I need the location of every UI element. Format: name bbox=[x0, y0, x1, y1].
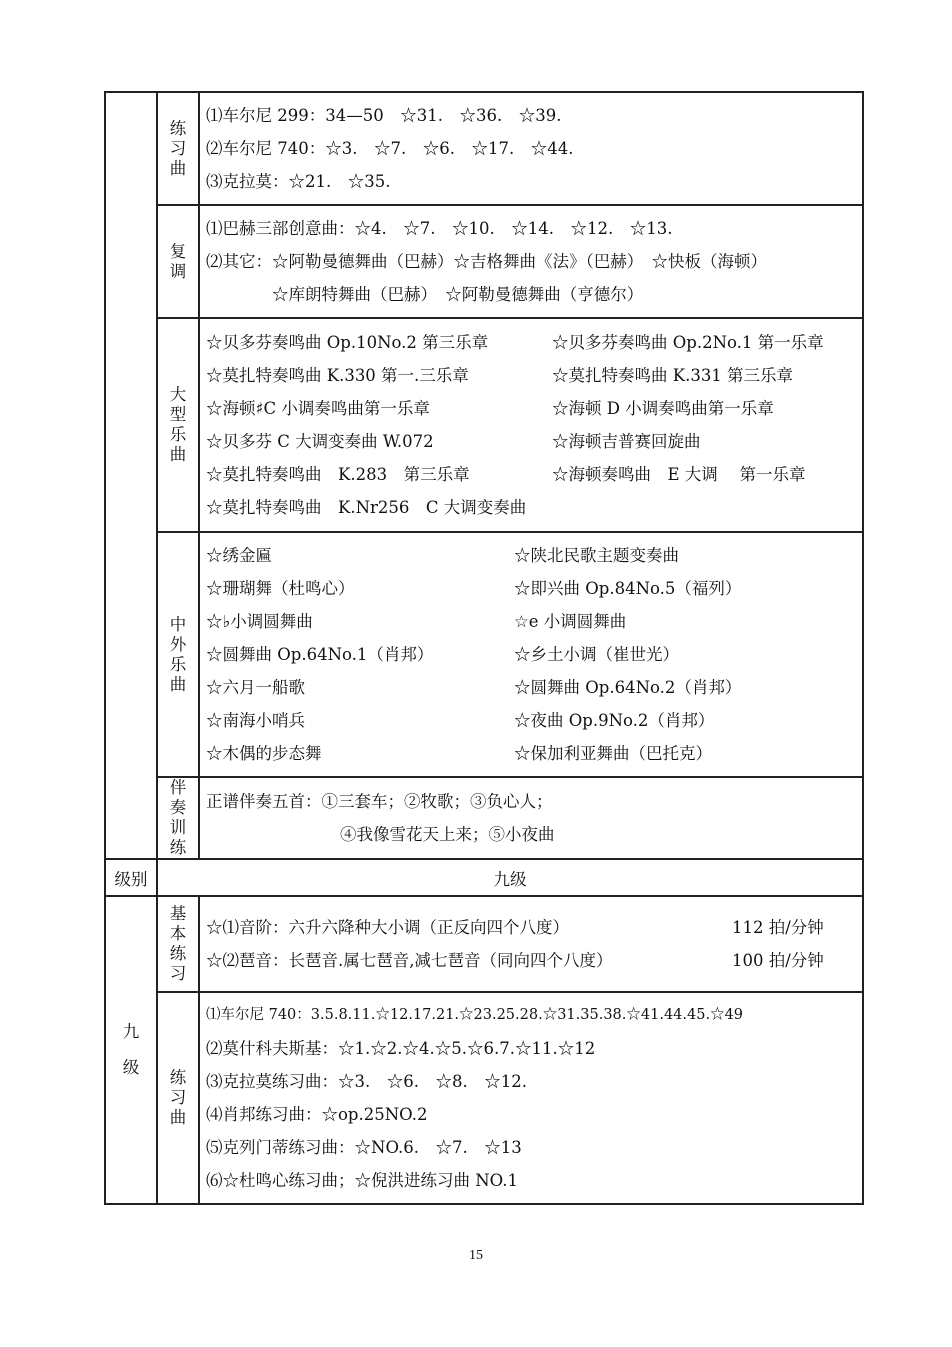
left-item: ☆木偶的步态舞 bbox=[206, 744, 322, 763]
left-item: ☆贝多芬奏鸣曲 Op.10No.2 第三乐章 bbox=[206, 333, 489, 352]
label-char: 习 bbox=[169, 138, 187, 158]
content-line: ⑶克拉莫：☆21. ☆35. bbox=[206, 172, 391, 191]
two-column-row bbox=[206, 737, 862, 770]
two-column-row bbox=[206, 539, 862, 572]
label-char: 练 bbox=[169, 118, 187, 138]
label-char: 习 bbox=[169, 1088, 187, 1107]
etudes-content bbox=[199, 92, 863, 205]
left-item: ☆♭小调圆舞曲 bbox=[206, 612, 313, 631]
label-char: 练 bbox=[169, 1068, 187, 1087]
two-column-row bbox=[206, 491, 862, 524]
two-column-row bbox=[206, 326, 862, 359]
left-item: ☆圆舞曲 Op.64No.1（肖邦） bbox=[206, 645, 434, 664]
polyphony-content bbox=[199, 205, 863, 318]
level-nine-label bbox=[105, 896, 157, 1204]
repertoire-table bbox=[104, 91, 864, 1205]
tempo-value: 112 拍/分钟 bbox=[732, 918, 824, 937]
right-item: ☆海顿 D 小调奏鸣曲第一乐章 bbox=[552, 399, 774, 418]
content-line: ⑷肖邦练习曲：☆op.25NO.2 bbox=[206, 1105, 428, 1124]
category-pieces bbox=[157, 532, 199, 777]
label-char: 本 bbox=[169, 924, 187, 943]
two-column-row bbox=[206, 392, 862, 425]
label-char: 训 bbox=[169, 818, 187, 837]
content-line: ⑵其它：☆阿勒曼德舞曲（巴赫）☆吉格舞曲《法》（巴赫） ☆快板（海顿） bbox=[206, 252, 767, 271]
label-char: 奏 bbox=[169, 798, 187, 817]
content-line: ⑵车尔尼 740：☆3. ☆7. ☆6. ☆17. ☆44. bbox=[206, 139, 574, 158]
content-line: 正谱伴奏五首：①三套车；②牧歌；③负心人； bbox=[206, 792, 553, 811]
label-char: 大 bbox=[169, 385, 187, 404]
exercise-row bbox=[206, 911, 862, 944]
pieces-content bbox=[199, 532, 863, 777]
tempo-value: 100 拍/分钟 bbox=[732, 951, 824, 970]
left-item: ☆贝多芬 C 大调变奏曲 W.072 bbox=[206, 432, 434, 451]
label-char: 练 bbox=[169, 838, 187, 857]
right-item: ☆海顿奏鸣曲 E 大调 第一乐章 bbox=[552, 465, 806, 484]
category-level9-etudes bbox=[157, 992, 199, 1204]
category-basic-exercises bbox=[157, 896, 199, 992]
label-char: 曲 bbox=[169, 158, 187, 178]
label-char: 伴 bbox=[169, 778, 187, 797]
content-line: ⑶克拉莫练习曲：☆3. ☆6. ☆8. ☆12. bbox=[206, 1072, 527, 1091]
right-item: ☆e 小调圆舞曲 bbox=[514, 612, 627, 631]
level9-etudes-content bbox=[199, 992, 863, 1204]
content-line: ④我像雪花天上来；⑤小夜曲 bbox=[340, 825, 555, 844]
label-char: 曲 bbox=[169, 1108, 187, 1127]
content-line: ☆库朗特舞曲（巴赫） ☆阿勒曼德舞曲（亨德尔） bbox=[206, 285, 644, 304]
left-item: ☆绣金匾 bbox=[206, 546, 272, 565]
level-cell-blank bbox=[105, 92, 157, 859]
page-number: 15 bbox=[469, 1248, 483, 1263]
two-column-row bbox=[206, 704, 862, 737]
right-item: ☆陕北民歌主题变奏曲 bbox=[514, 546, 679, 565]
label-char: 级 bbox=[122, 1058, 140, 1077]
content-line: ⑵莫什科夫斯基：☆1.☆2.☆4.☆5.☆6.7.☆11.☆12 bbox=[206, 1039, 596, 1058]
exercise-text: ☆⑵琶音：长琶音.属七琶音,减七琶音（同向四个八度） bbox=[206, 951, 613, 970]
basic-exercises-content bbox=[199, 896, 863, 992]
content-line: ⑴车尔尼 740：3.5.8.11.☆12.17.21.☆23.25.28.☆31.35.38.☆41.44.45.☆49 bbox=[206, 1007, 744, 1023]
label-char: 乐 bbox=[169, 654, 187, 674]
level-header-value: 九级 bbox=[157, 859, 863, 896]
two-column-row bbox=[206, 425, 862, 458]
left-item: ☆六月一船歌 bbox=[206, 678, 305, 697]
content-line: ⑴巴赫三部创意曲：☆4. ☆7. ☆10. ☆14. ☆12. ☆13. bbox=[206, 219, 673, 238]
label-char: 练 bbox=[169, 944, 187, 963]
label-char: 中 bbox=[169, 614, 187, 634]
label-char: 曲 bbox=[169, 445, 187, 464]
category-large-works bbox=[157, 318, 199, 532]
two-column-row bbox=[206, 359, 862, 392]
label-char: 复 bbox=[169, 241, 187, 261]
label-char: 习 bbox=[169, 964, 187, 983]
content-line: ⑴车尔尼 299：34—50 ☆31. ☆36. ☆39. bbox=[206, 106, 562, 125]
left-item: ☆珊瑚舞（杜鸣心） bbox=[206, 579, 355, 598]
large-works-content bbox=[199, 318, 863, 532]
content-line: ⑹☆杜鸣心练习曲；☆倪洪进练习曲 NO.1 bbox=[206, 1171, 518, 1190]
category-etudes bbox=[157, 92, 199, 205]
right-item: ☆即兴曲 Op.84No.5（福列） bbox=[514, 579, 742, 598]
two-column-row bbox=[206, 671, 862, 704]
label-char: 型 bbox=[169, 405, 187, 424]
category-polyphony bbox=[157, 205, 199, 318]
left-item: ☆海顿♯C 小调奏鸣曲第一乐章 bbox=[206, 399, 430, 418]
exercise-text: ☆⑴音阶：六升六降种大小调（正反向四个八度） bbox=[206, 918, 569, 937]
exercise-row bbox=[206, 944, 862, 977]
two-column-row bbox=[206, 605, 862, 638]
right-item: ☆夜曲 Op.9No.2（肖邦） bbox=[514, 711, 715, 730]
label-char: 曲 bbox=[169, 674, 187, 694]
accompaniment-content bbox=[199, 777, 863, 859]
label-char: 九 bbox=[122, 1022, 140, 1041]
label-char: 基 bbox=[169, 904, 187, 923]
left-item: ☆莫扎特奏鸣曲 K.330 第一.三乐章 bbox=[206, 366, 469, 385]
level-header-key: 级别 bbox=[105, 859, 157, 896]
label-char: 外 bbox=[169, 634, 187, 654]
right-item: ☆保加利亚舞曲（巴托克） bbox=[514, 744, 712, 763]
two-column-row bbox=[206, 572, 862, 605]
category-accompaniment bbox=[157, 777, 199, 859]
right-item: ☆圆舞曲 Op.64No.2（肖邦） bbox=[514, 678, 742, 697]
label-char: 调 bbox=[169, 261, 187, 281]
right-item: ☆贝多芬奏鸣曲 Op.2No.1 第一乐章 bbox=[552, 333, 824, 352]
right-item: ☆乡土小调（崔世光） bbox=[514, 645, 679, 664]
right-item: ☆海顿吉普赛回旋曲 bbox=[552, 432, 701, 451]
left-item: ☆莫扎特奏鸣曲 K.283 第三乐章 bbox=[206, 465, 470, 484]
two-column-row bbox=[206, 458, 862, 491]
right-item: ☆莫扎特奏鸣曲 K.331 第三乐章 bbox=[552, 366, 794, 385]
label-char: 乐 bbox=[169, 425, 187, 444]
left-item: ☆莫扎特奏鸣曲 K.Nr256 C 大调变奏曲 bbox=[206, 498, 527, 517]
two-column-row bbox=[206, 638, 862, 671]
left-item: ☆南海小哨兵 bbox=[206, 711, 305, 730]
content-line: ⑸克列门蒂练习曲：☆NO.6. ☆7. ☆13 bbox=[206, 1138, 522, 1157]
